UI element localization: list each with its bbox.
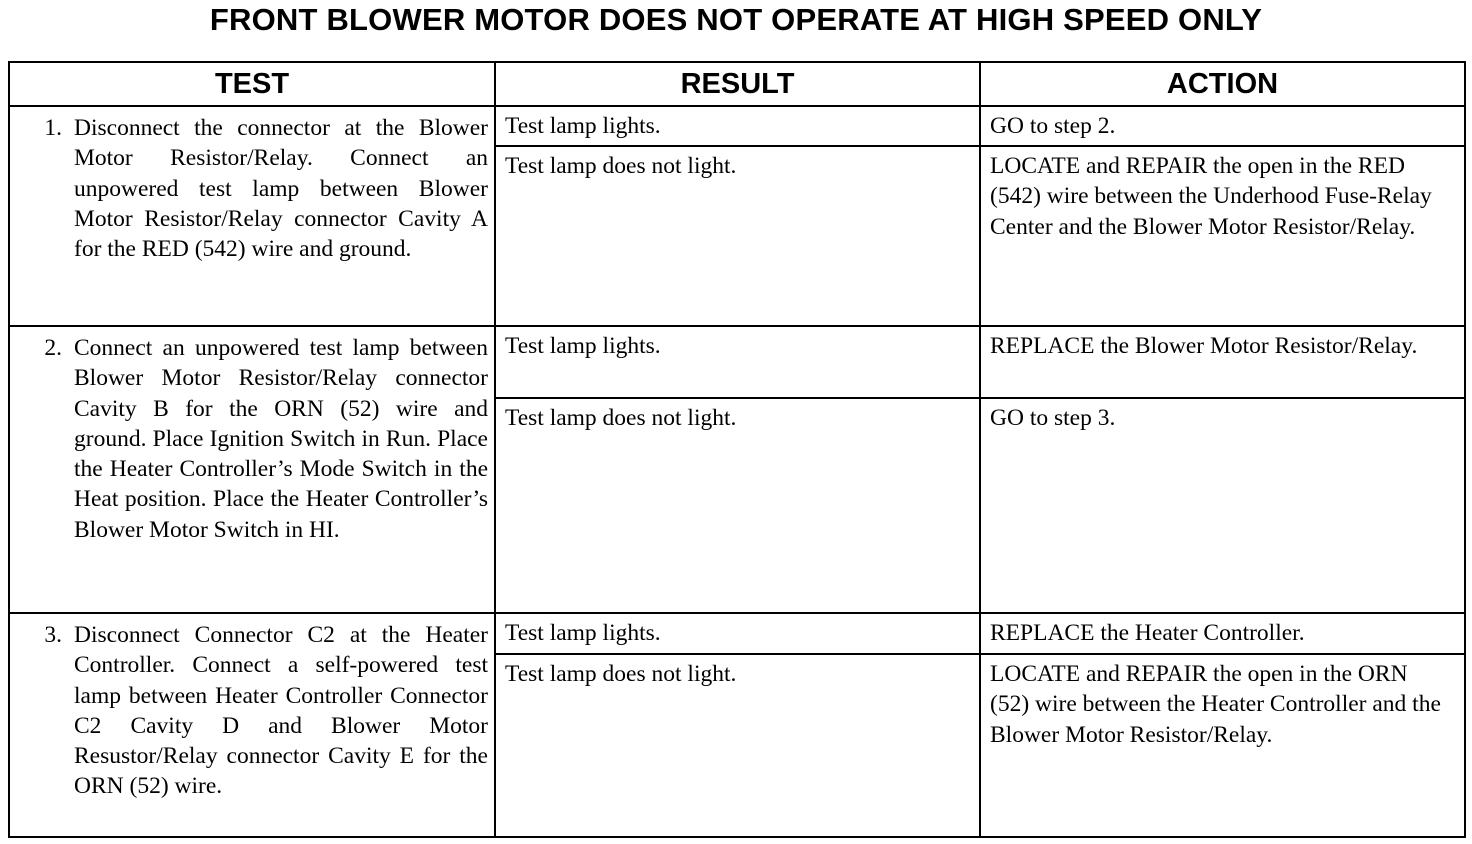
result-text: Test lamp does not light. [505, 661, 737, 687]
result-text: Test lamp lights. [505, 620, 661, 646]
test-procedure: Disconnect Connector C2 at the Heater Controller. Connect a self-powered test lamp between Heater Controller Connector C2 Cavity D and Blower Motor Resustor/Relay connector Cavity E for the ORN (52) wire. [74, 622, 488, 800]
step-number: 3. [44, 622, 62, 648]
action-text: GO to step 2. [990, 113, 1116, 139]
test-cell-step-1 [9, 106, 495, 326]
result-text: Test lamp does not light. [505, 153, 737, 179]
column-header-result: RESULT [495, 62, 980, 106]
result-text: Test lamp lights. [505, 113, 661, 139]
table-row [9, 613, 1465, 654]
action-text: GO to step 3. [990, 405, 1116, 431]
column-header-test: TEST [9, 62, 495, 106]
result-cell [495, 106, 980, 146]
table-row [9, 106, 1465, 146]
action-cell [980, 613, 1465, 654]
step-number: 1. [44, 115, 62, 141]
action-cell [980, 654, 1465, 837]
test-procedure: Disconnect the connector at the Blower Motor Resistor/Relay. Connect an unpowered test lamp between Blower Motor Resistor/Relay connector Cavity A for the RED (542) wire and ground. [74, 115, 488, 263]
action-cell [980, 146, 1465, 326]
result-text: Test lamp does not light. [505, 405, 737, 431]
test-cell-step-2 [9, 326, 495, 613]
table-row [9, 326, 1465, 398]
diagnostic-table [8, 61, 1466, 838]
action-text: REPLACE the Blower Motor Resistor/Relay. [990, 333, 1418, 359]
action-cell [980, 398, 1465, 613]
action-cell [980, 106, 1465, 146]
step-number: 2. [44, 335, 62, 361]
table-header-row [9, 62, 1465, 106]
result-cell [495, 398, 980, 613]
test-cell-step-3 [9, 613, 495, 837]
action-cell [980, 326, 1465, 398]
result-cell [495, 654, 980, 837]
result-text: Test lamp lights. [505, 333, 661, 359]
result-cell [495, 326, 980, 398]
result-cell [495, 613, 980, 654]
action-text: LOCATE and REPAIR the open in the ORN (52) wire between the Heater Controller and the Blower Motor Resistor/Relay. [990, 661, 1441, 748]
test-procedure: Connect an unpowered test lamp between Blower Motor Resistor/Relay connector Cavity B for the ORN (52) wire and ground. Place Ignition Switch in Run. Place the Heater Controller’s Mode Switch in the Heat position. Place the Heater Controller’s Blower Motor Switch in HI. [74, 335, 488, 543]
column-header-action: ACTION [980, 62, 1465, 106]
result-cell [495, 146, 980, 326]
page-title: FRONT BLOWER MOTOR DOES NOT OPERATE AT HIGH SPEED ONLY [209, 2, 1263, 37]
action-text: LOCATE and REPAIR the open in the RED (542) wire between the Underhood Fuse-Relay Center and the Blower Motor Resistor/Relay. [990, 153, 1432, 240]
action-text: REPLACE the Heater Controller. [990, 620, 1305, 646]
